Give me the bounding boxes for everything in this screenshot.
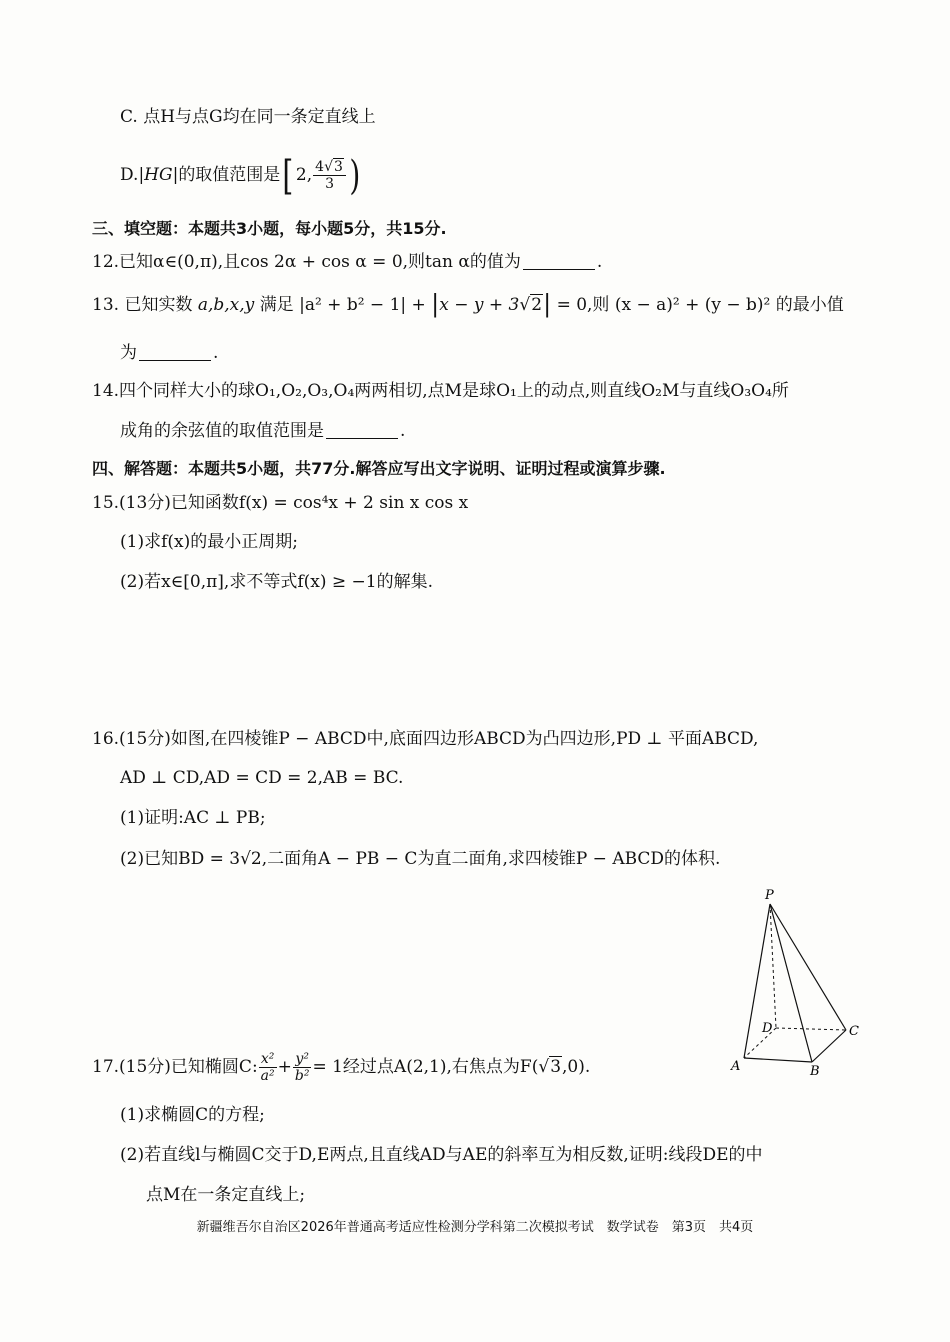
label-a: A (731, 1059, 741, 1074)
answer-blank (523, 251, 595, 270)
option-d-prefix: D. (120, 165, 139, 185)
label-c: C (849, 1024, 859, 1039)
fraction-2-den: b² (294, 1068, 310, 1084)
section-3-heading: 三、填空题：本题共3小题，每小题5分，共15分. (92, 219, 447, 238)
question-17-head-a: 17.(15分)已知椭圆C: (92, 1057, 258, 1077)
question-13-eq-a: |a² + b² − 1| + (299, 295, 426, 315)
question-13-rad: 2 (531, 295, 543, 315)
option-d-lower: 2, (295, 165, 313, 185)
question-12 (92, 249, 602, 275)
question-17-head-b: = 1经过点A(2,1),右焦点为F( (312, 1057, 539, 1077)
question-12-num: 12. (92, 252, 120, 272)
page-footer: 新疆维吾尔自治区2026年普通高考适应性检测分学科第二次模拟考试 数学试卷 第3页 共4页 (196, 1220, 754, 1235)
label-b: B (810, 1064, 820, 1079)
question-14-line2-text: 成角的余弦值的取值范围是 (120, 421, 324, 441)
option-d-num: 4 (315, 159, 325, 175)
answer-blank (139, 342, 211, 361)
question-17-part1: (1)求椭圆C的方程; (120, 1105, 265, 1125)
fraction-1-num: x² (259, 1051, 277, 1068)
question-14 (92, 378, 789, 404)
edge-bc (812, 1030, 846, 1062)
option-d-rad: 3 (334, 159, 343, 175)
question-16-head: 16.(15分)如图,在四棱锥P − ABCD中,底面四边形ABCD为凸四边形,PD ⊥ 平面ABCD, (92, 729, 759, 749)
question-17-rad: 3 (550, 1057, 562, 1077)
fraction-2-num: y² (293, 1051, 312, 1068)
fraction-1-den: a² (260, 1068, 275, 1084)
question-14-end: . (400, 421, 406, 441)
question-13-num: 13. (92, 295, 120, 315)
question-13-text1: 已知实数 (124, 295, 193, 315)
option-d: D.|HG|的取值范围是[ 2, $\frac{4√3}{3}$ ) (120, 152, 361, 199)
question-13: 13. 已知实数 a,b,x,y 满足 |a² + b² − 1| + |x − y + 3√2| = 0,则 (x − a)² + (y − b)² 的最小值 (92, 290, 844, 318)
question-12-text: 已知α∈(0,π),且cos 2α + cos α = 0,则tan α的值为 (119, 252, 521, 272)
question-13-line2 (120, 340, 218, 366)
question-15-part2: (2)若x∈[0,π],求不等式f(x) ≥ −1的解集. (120, 572, 433, 592)
edge-ab (744, 1058, 812, 1062)
edge-dc-hidden (776, 1028, 846, 1030)
question-17-part2-line2: 点M在一条定直线上; (146, 1185, 306, 1205)
question-13-vars: a,b,x,y (197, 295, 255, 315)
question-16-part1: (1)证明:AC ⊥ PB; (120, 808, 266, 828)
question-13-end: . (213, 343, 219, 363)
plus-sign: + (277, 1057, 292, 1077)
edge-pb (770, 904, 812, 1062)
question-14-num: 14. (92, 381, 120, 401)
label-d: D (762, 1021, 773, 1036)
label-p: P (765, 888, 774, 903)
option-d-mid: 的取值范围是 (178, 165, 281, 185)
question-13-line2-text: 为 (120, 343, 137, 363)
question-13-eq-b: x − y + 3 (439, 295, 520, 315)
question-14-line2 (120, 418, 405, 444)
question-13-eq-c: = 0,则 (x − a)² + (y − b)² 的最小值 (556, 295, 844, 315)
option-c: C. 点H与点G均在同一条定直线上 (120, 107, 376, 127)
question-16-part2: (2)已知BD = 3√2,二面角A − PB − C为直二面角,求四棱锥P − ABCD的体积. (120, 849, 721, 869)
question-13-text2: 满足 (259, 295, 294, 315)
question-17-head: 17.(15分)已知椭圆C: $\frac{\text{x²}}{\text{a²}}$ + $\frac{\text{y²}}{\text{b²}}$ = 1经过点A(2,1),右焦点为F(√3,0). (92, 1051, 591, 1084)
section-4-heading: 四、解答题：本题共5小题，共77分.解答应写出文字说明、证明过程或演算步骤. (92, 459, 666, 478)
pyramid-figure (722, 886, 872, 1081)
option-d-den: 3 (325, 176, 334, 192)
question-15-head: 15.(13分)已知函数f(x) = cos⁴x + 2 sin x cos x (92, 493, 469, 513)
question-16-condition: AD ⊥ CD,AD = CD = 2,AB = BC. (120, 768, 404, 788)
question-15-part1: (1)求f(x)的最小正周期; (120, 532, 298, 552)
question-17-part2-line1: (2)若直线l与椭圆C交于D,E两点,且直线AD与AE的斜率互为相反数,证明:线段DE的中 (120, 1145, 763, 1165)
answer-blank (326, 420, 398, 439)
question-17-head-c: ,0). (562, 1057, 591, 1077)
question-12-end: . (596, 252, 603, 272)
question-14-line1: 四个同样大小的球O₁,O₂,O₃,O₄两两相切,点M是球O₁上的动点,则直线O₂M与直线O₃O₄所 (119, 381, 789, 401)
edge-pc (770, 904, 846, 1030)
